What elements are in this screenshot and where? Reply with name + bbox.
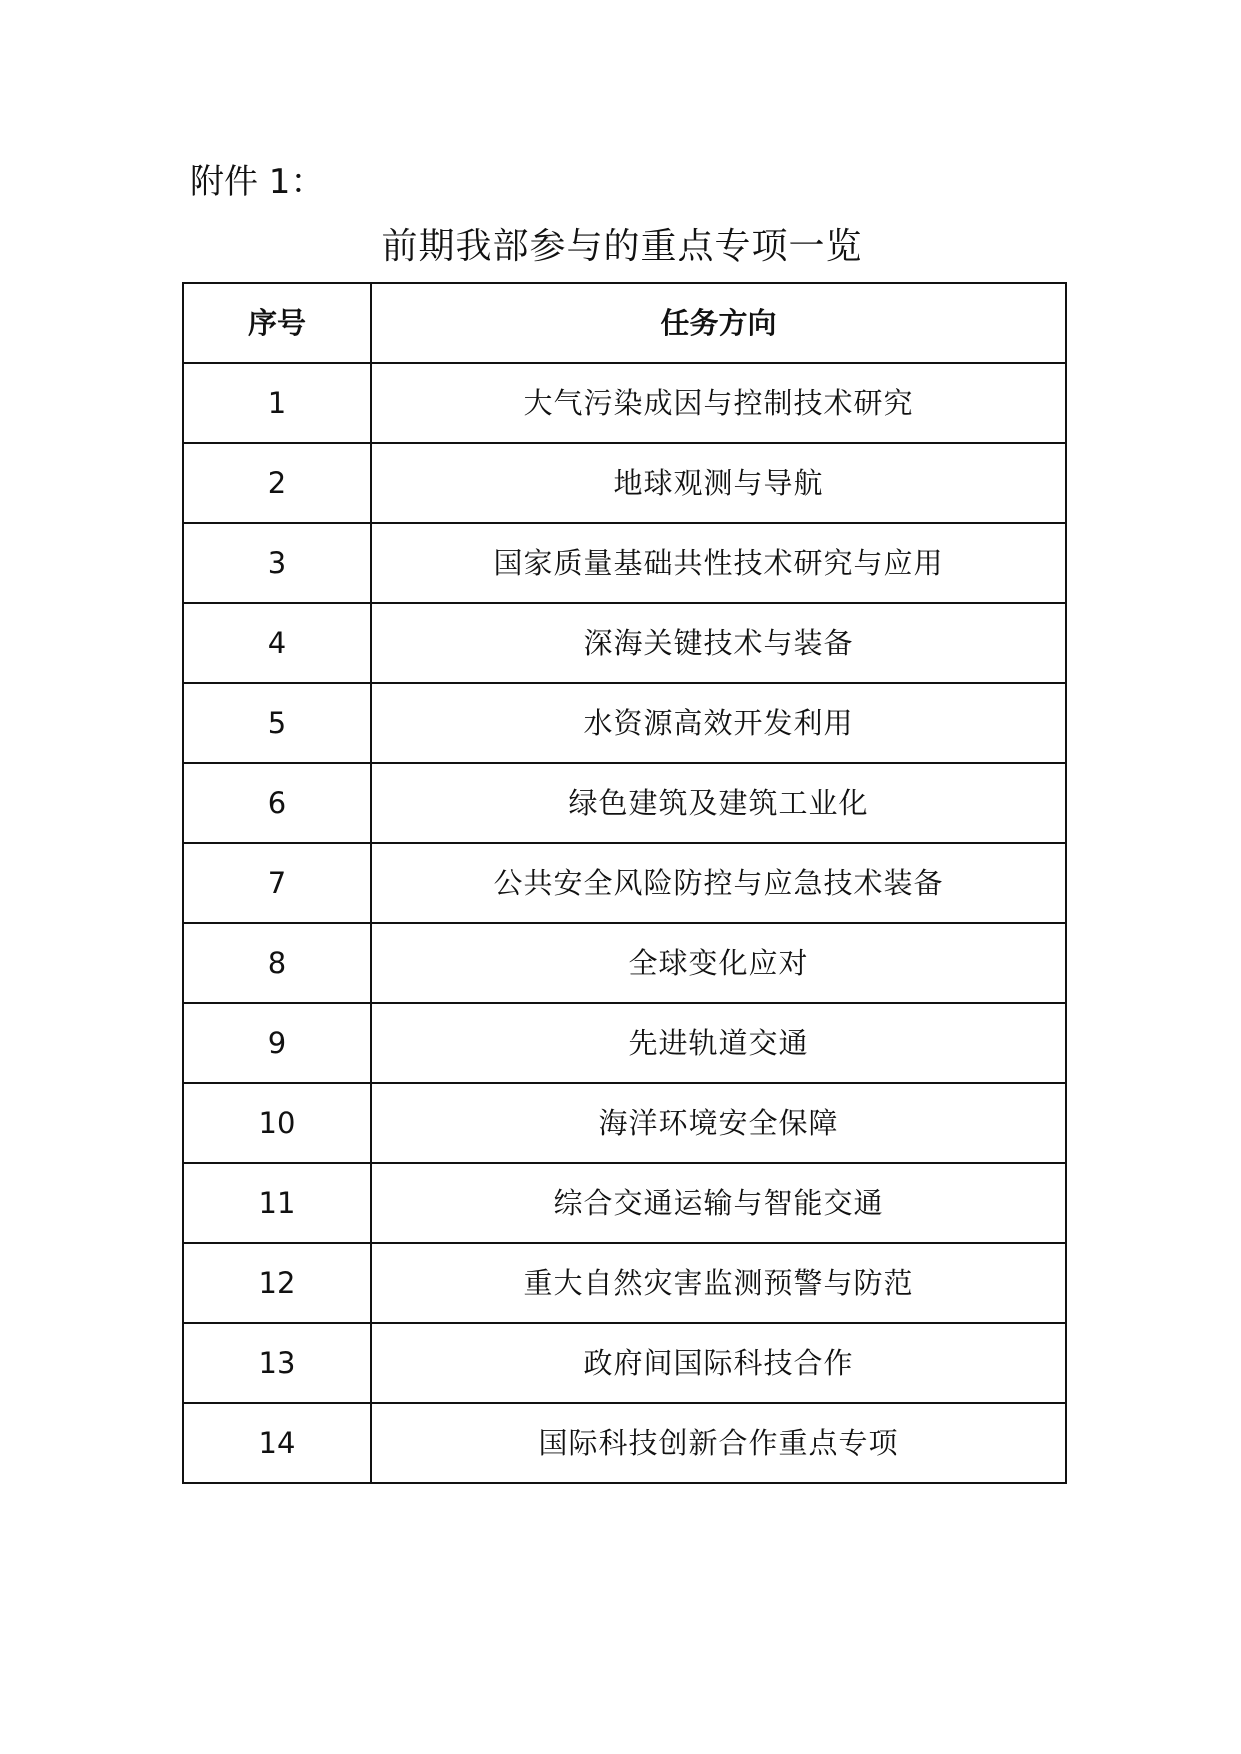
row-direction: 海洋环境安全保障 bbox=[371, 1083, 1066, 1163]
table-row bbox=[183, 1323, 1066, 1403]
row-number: 13 bbox=[183, 1323, 371, 1403]
table-body bbox=[183, 363, 1066, 1483]
table-row bbox=[183, 1083, 1066, 1163]
row-direction: 国家质量基础共性技术研究与应用 bbox=[371, 523, 1066, 603]
table-row bbox=[183, 1243, 1066, 1323]
document-title: 前期我部参与的重点专项一览 bbox=[381, 226, 863, 267]
table-row bbox=[183, 1163, 1066, 1243]
table-row bbox=[183, 843, 1066, 923]
row-direction: 大气污染成因与控制技术研究 bbox=[371, 363, 1066, 443]
table-row bbox=[183, 923, 1066, 1003]
row-number: 12 bbox=[183, 1243, 371, 1323]
row-number: 1 bbox=[183, 363, 371, 443]
row-number: 14 bbox=[183, 1403, 371, 1483]
table-row bbox=[183, 683, 1066, 763]
row-number: 3 bbox=[183, 523, 371, 603]
row-number: 5 bbox=[183, 683, 371, 763]
row-direction: 水资源高效开发利用 bbox=[371, 683, 1066, 763]
row-number: 10 bbox=[183, 1083, 371, 1163]
table-row bbox=[183, 763, 1066, 843]
row-direction: 绿色建筑及建筑工业化 bbox=[371, 763, 1066, 843]
row-direction: 公共安全风险防控与应急技术装备 bbox=[371, 843, 1066, 923]
table-header-row bbox=[183, 283, 1066, 363]
row-direction: 地球观测与导航 bbox=[371, 443, 1066, 523]
row-direction: 先进轨道交通 bbox=[371, 1003, 1066, 1083]
header-direction: 任务方向 bbox=[371, 283, 1066, 363]
table-row bbox=[183, 603, 1066, 683]
table-row bbox=[183, 523, 1066, 603]
row-direction: 全球变化应对 bbox=[371, 923, 1066, 1003]
table-row bbox=[183, 1403, 1066, 1483]
table-row bbox=[183, 1003, 1066, 1083]
row-number: 2 bbox=[183, 443, 371, 523]
annex-label: 附件 1： bbox=[190, 162, 325, 202]
table-row bbox=[183, 443, 1066, 523]
row-number: 9 bbox=[183, 1003, 371, 1083]
row-direction: 政府间国际科技合作 bbox=[371, 1323, 1066, 1403]
header-number: 序号 bbox=[183, 283, 371, 363]
row-number: 8 bbox=[183, 923, 371, 1003]
row-direction: 国际科技创新合作重点专项 bbox=[371, 1403, 1066, 1483]
row-number: 4 bbox=[183, 603, 371, 683]
table-row bbox=[183, 363, 1066, 443]
task-direction-table bbox=[182, 282, 1067, 1484]
table-header bbox=[183, 283, 1066, 363]
row-direction: 深海关键技术与装备 bbox=[371, 603, 1066, 683]
row-number: 7 bbox=[183, 843, 371, 923]
row-number: 6 bbox=[183, 763, 371, 843]
row-number: 11 bbox=[183, 1163, 371, 1243]
row-direction: 综合交通运输与智能交通 bbox=[371, 1163, 1066, 1243]
row-direction: 重大自然灾害监测预警与防范 bbox=[371, 1243, 1066, 1323]
